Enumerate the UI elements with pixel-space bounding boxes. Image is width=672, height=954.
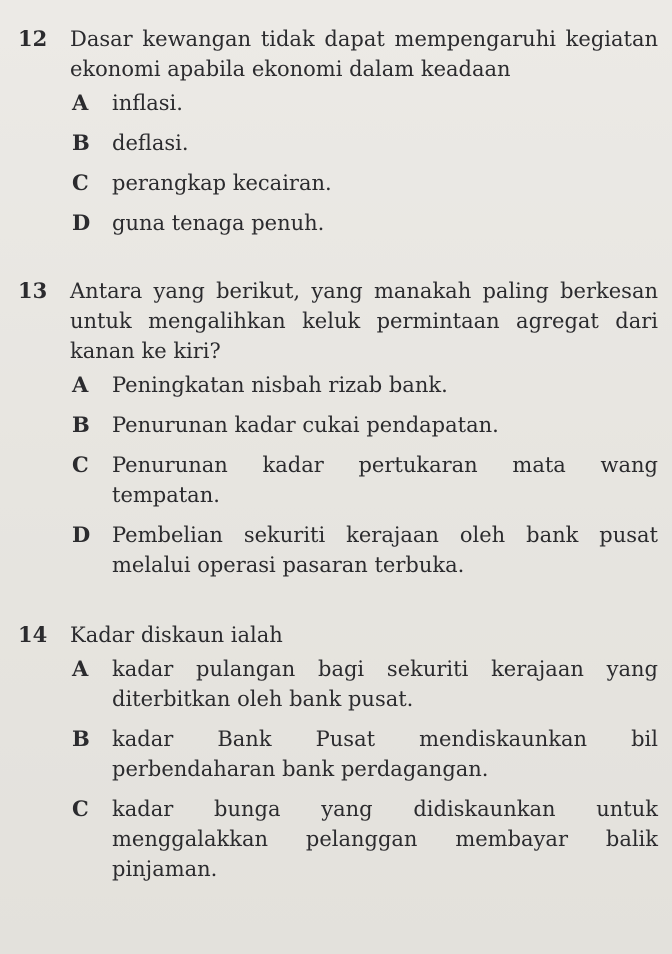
options-list (18, 370, 658, 580)
option-letter: B (72, 130, 90, 155)
option-b (72, 128, 658, 158)
option-letter: C (72, 452, 89, 477)
option-text: kadar bunga yang didiskaunkan untuk menggalakkan pelanggan membayar balik pinjaman. (112, 797, 658, 881)
question-text: Dasar kewangan tidak dapat mempengaruhi kegiatan ekonomi apabila ekonomi dalam keadaan (70, 27, 658, 81)
option-a (72, 88, 658, 118)
option-a (72, 370, 658, 400)
option-c (72, 794, 658, 884)
option-letter: D (72, 210, 91, 235)
question-text: Antara yang berikut, yang manakah paling berkesan untuk mengalihkan keluk permintaan agregat dari kanan ke kiri? (70, 279, 658, 363)
question-12 (18, 24, 658, 248)
question-number: 12 (18, 26, 48, 51)
option-d (72, 208, 658, 238)
option-text: Pembelian sekuriti kerajaan oleh bank pusat melalui operasi pasaran terbuka. (112, 523, 658, 577)
option-text: inflasi. (112, 91, 183, 115)
options-list (18, 88, 658, 238)
option-b (72, 410, 658, 440)
option-text: deflasi. (112, 131, 189, 155)
option-c (72, 450, 658, 510)
options-list (18, 654, 658, 884)
option-a (72, 654, 658, 714)
option-text: guna tenaga penuh. (112, 211, 325, 235)
option-b (72, 724, 658, 784)
question-text: Kadar diskaun ialah (70, 623, 283, 647)
option-text: Penurunan kadar pertukaran mata wang tempatan. (112, 453, 658, 507)
option-letter: A (72, 90, 89, 115)
option-letter: B (72, 412, 90, 437)
option-letter: B (72, 726, 90, 751)
option-letter: C (72, 796, 89, 821)
option-text: Penurunan kadar cukai pendapatan. (112, 413, 499, 437)
option-text: perangkap kecairan. (112, 171, 332, 195)
option-letter: C (72, 170, 89, 195)
option-text: Peningkatan nisbah rizab bank. (112, 373, 448, 397)
question-number: 14 (18, 622, 48, 647)
option-c (72, 168, 658, 198)
option-text: kadar pulangan bagi sekuriti kerajaan yang diterbitkan oleh bank pusat. (112, 657, 658, 711)
option-letter: A (72, 372, 89, 397)
option-letter: A (72, 656, 89, 681)
option-d (72, 520, 658, 580)
option-text: kadar Bank Pusat mendiskaunkan bil perbendaharan bank perdagangan. (112, 727, 658, 781)
question-14 (18, 620, 658, 894)
question-number: 13 (18, 278, 48, 303)
option-letter: D (72, 522, 91, 547)
question-13 (18, 276, 658, 590)
